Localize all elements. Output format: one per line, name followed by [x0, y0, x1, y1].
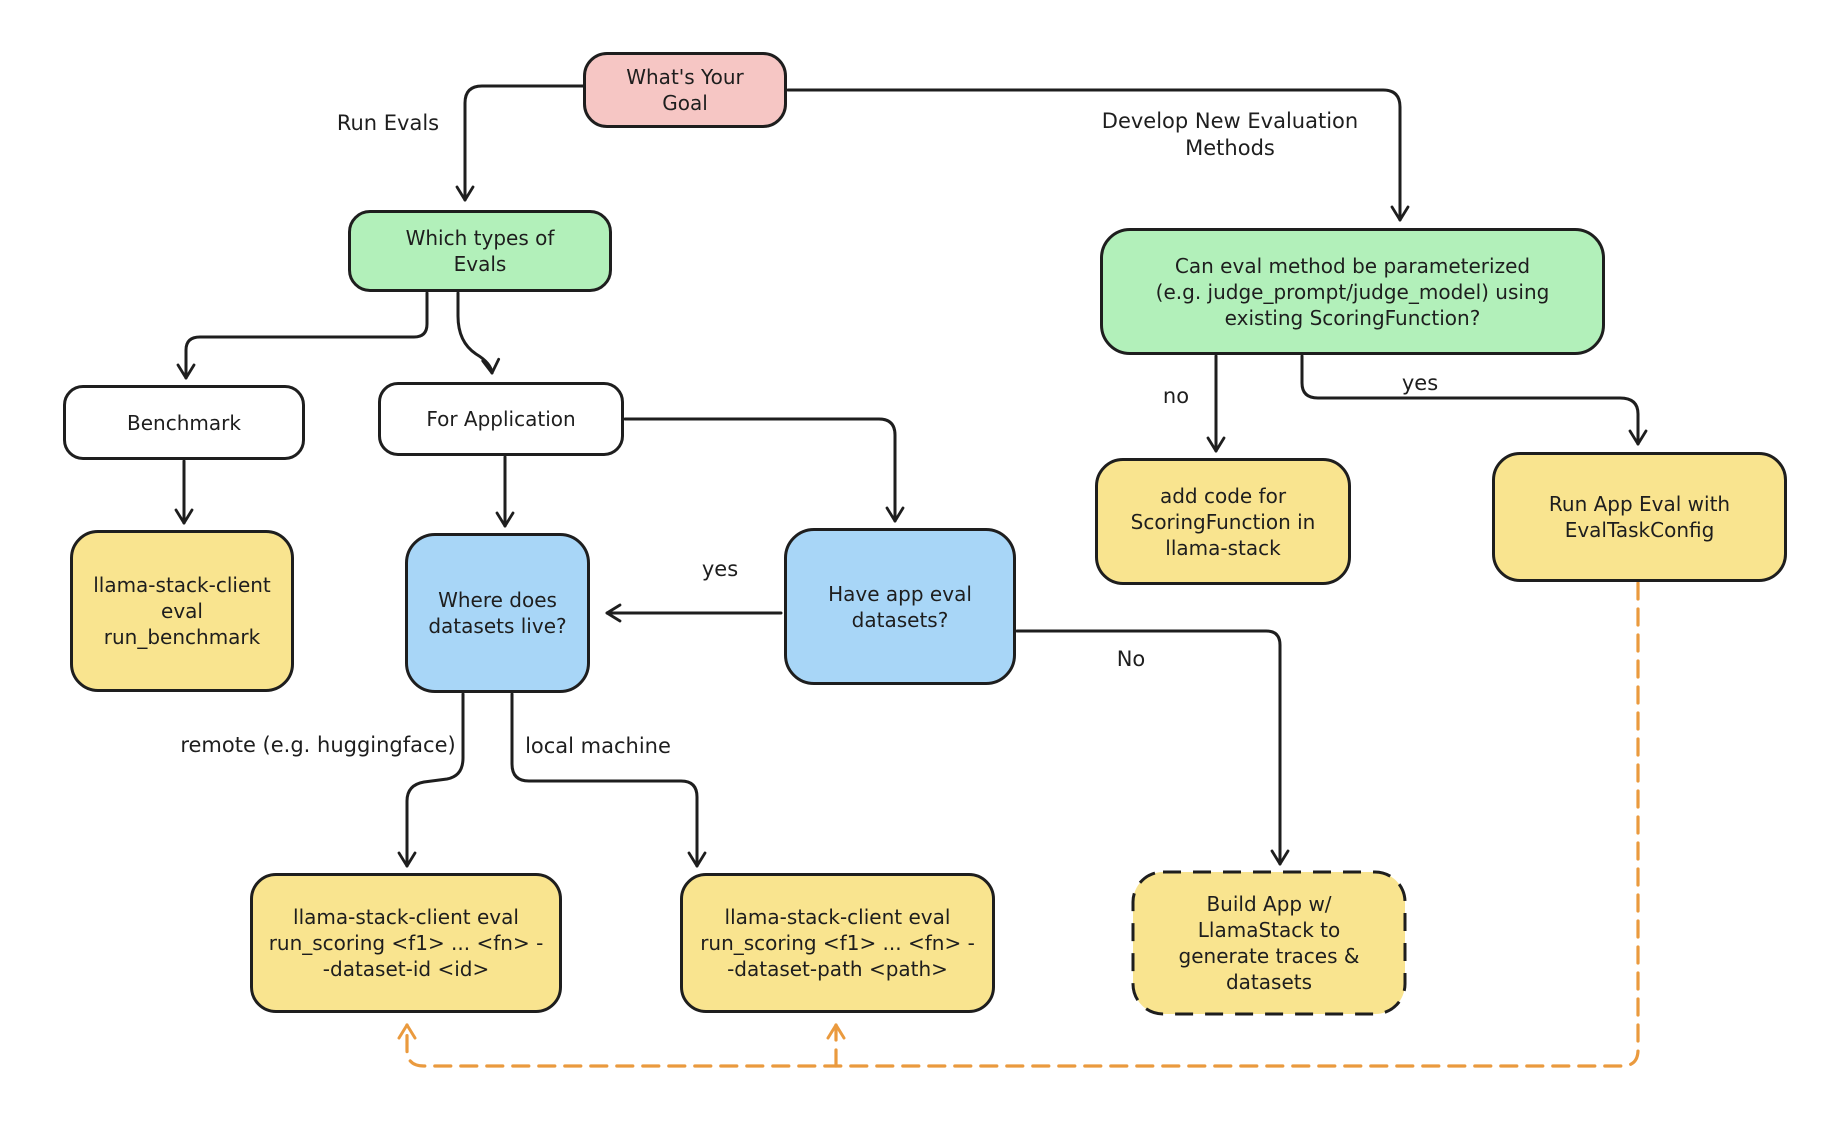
node-run-scoring-dataset-id — [250, 873, 562, 1013]
node-add-code-scoringfunction-label: add code for ScoringFunction in llama-stack — [1130, 483, 1316, 560]
label-yes-parameterize: yes — [1401, 371, 1439, 395]
edge-which-types-to-for-application — [458, 293, 492, 373]
node-for-application-label: For Application — [426, 407, 576, 431]
node-build-app-label: Build App w/ LlamaStack to generate traces & datasets — [1178, 892, 1360, 994]
label-yes-have-datasets: yes — [701, 557, 739, 581]
label-develop-new-evaluation-methods: Develop New Evaluation Methods — [1101, 109, 1359, 161]
node-benchmark — [63, 385, 305, 460]
node-run-benchmark-command-label: llama-stack-client eval run_benchmark — [93, 573, 271, 649]
node-can-parameterize-label: Can eval method be parameterized (e.g. judge_prompt/judge_model) using existing ScoringFunction? — [1155, 253, 1550, 330]
node-run-app-eval-label: Run App Eval with EvalTaskConfig — [1548, 492, 1731, 542]
node-add-code-scoringfunction — [1095, 458, 1351, 585]
node-run-app-eval — [1492, 452, 1787, 582]
edge-run-app-eval-dashed-to-dataset-id — [407, 583, 1638, 1066]
label-no-parameterize: no — [1162, 384, 1190, 408]
node-benchmark-label: Benchmark — [127, 410, 241, 435]
node-build-app — [1133, 872, 1405, 1014]
edge-where-datasets-remote-to-dataset-id — [407, 694, 463, 866]
node-run-scoring-dataset-id-label: llama-stack-client eval run_scoring <f1> ... <fn> --dataset-id <id> — [268, 905, 544, 981]
node-which-types-of-evals-label: Which types of Evals — [405, 226, 555, 276]
node-run-scoring-dataset-path-label: llama-stack-client eval run_scoring <f1> ... <fn> --dataset-path <path> — [700, 905, 975, 981]
node-run-benchmark-command — [70, 530, 294, 692]
node-which-types-of-evals — [348, 210, 612, 292]
node-for-application — [378, 382, 624, 456]
label-local-machine: local machine — [525, 734, 671, 758]
node-where-datasets-live-label: Where does datasets live? — [428, 588, 567, 638]
node-whats-your-goal — [583, 52, 787, 128]
node-where-datasets-live — [405, 533, 590, 693]
node-whats-your-goal-label: What's Your Goal — [626, 65, 744, 115]
label-no-have-datasets: No — [1116, 647, 1146, 671]
edge-which-types-to-benchmark — [186, 293, 427, 378]
node-can-parameterize — [1100, 228, 1605, 355]
edge-can-parameterize-yes-to-run-app-eval — [1302, 356, 1638, 444]
edge-where-datasets-local-to-dataset-path — [512, 694, 697, 866]
label-run-evals: Run Evals — [336, 111, 440, 135]
label-remote-huggingface: remote (e.g. huggingface) — [180, 733, 456, 757]
node-have-app-eval-datasets — [784, 528, 1016, 685]
node-run-scoring-dataset-path — [680, 873, 995, 1013]
edge-for-application-to-have-datasets — [625, 419, 895, 521]
node-have-app-eval-datasets-label: Have app eval datasets? — [828, 581, 972, 632]
edge-goal-to-which-types — [465, 86, 583, 200]
